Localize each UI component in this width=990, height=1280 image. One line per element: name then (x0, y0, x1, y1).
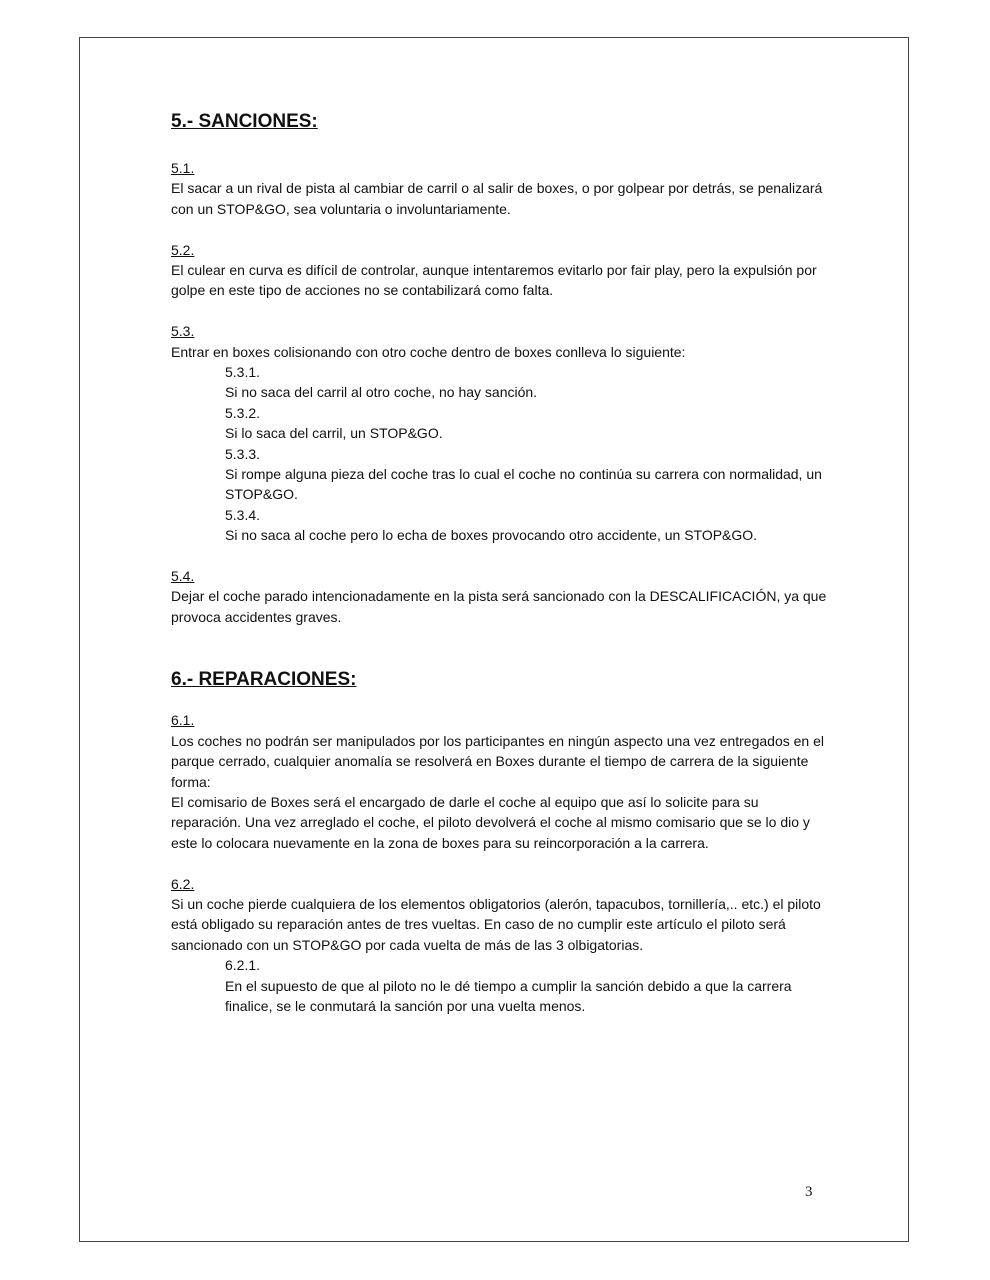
clause-6-2 (171, 874, 831, 1017)
clause-text-continued: El comisario de Boxes será el encargado de darle el coche al equipo que así lo solicite para su reparación. Una vez arreglado el coche, el piloto devolverá el coche al mismo comisario que se lo dio y este lo colocara nuevamente en la zona de boxes para su reincorporación a la carrera. (171, 793, 810, 851)
section-heading-sanciones: 5.- SANCIONES: (171, 111, 318, 132)
clause-5-4 (171, 566, 831, 627)
clause-number: 5.2. (171, 241, 195, 258)
subclause-number: 5.3.3. (225, 445, 261, 462)
clause-number: 6.1. (171, 712, 195, 729)
clause-number: 5.3. (171, 323, 195, 340)
subclause-text: Si lo saca del carril, un STOP&GO. (225, 425, 443, 442)
clause-text: El sacar a un rival de pista al cambiar de carril o al salir de boxes, o por golpear por detrás, se penalizará con un STOP&GO, sea voluntaria o involuntariamente. (171, 180, 823, 217)
clause-text: Si un coche pierde cualquiera de los elementos obligatorios (alerón, tapacubos, tornillería,.. etc.) el piloto está obligado su reparación antes de tres vueltas. En caso de no cumplir este artículo el piloto será sancionado con un STOP&GO por cada vuelta de más de las 3 olbigatorias. (171, 895, 821, 953)
clause-5-3 (171, 321, 831, 545)
clause-number: 5.4. (171, 568, 195, 585)
page-number: 3 (805, 1184, 813, 1200)
clause-text: Los coches no podrán ser manipulados por los participantes en ningún aspecto una vez entregados en el parque cerrado, cualquier anomalía se resolverá en Boxes durante el tiempo de carrera de la siguiente forma: (171, 732, 824, 790)
clause-5-2 (171, 240, 831, 301)
subclause-text: Si no saca del carril al otro coche, no hay sanción. (225, 384, 538, 401)
subclause-number: 5.3.1. (225, 364, 261, 381)
subclause-number: 5.3.2. (225, 404, 261, 421)
clause-text: Dejar el coche parado intencionadamente en la pista será sancionado con la DESCALIFICACIÓN, ya que provoca accidentes graves. (171, 588, 827, 625)
subclause-text: En el supuesto de que al piloto no le dé tiempo a cumplir la sanción debido a que la carrera finalice, se le conmutará la sanción por una vuelta menos. (225, 977, 792, 1014)
clause-text: Entrar en boxes colisionando con otro coche dentro de boxes conlleva lo siguiente: (171, 343, 686, 360)
clause-number: 5.1. (171, 160, 195, 176)
clause-text: El culear en curva es difícil de controlar, aunque intentaremos evitarlo por fair play, pero la expulsión por golpe en este tipo de acciones no se contabilizará como falta. (171, 262, 817, 299)
subclause-number: 6.2.1. (225, 957, 261, 974)
section-heading-reparaciones: 6.- REPARACIONES: (171, 669, 357, 691)
clause-number: 6.2. (171, 875, 195, 892)
subclause-text: Si rompe alguna pieza del coche tras lo cual el coche no continúa su carrera con normalidad, un STOP&GO. (225, 466, 822, 503)
clause-6-1 (171, 710, 831, 853)
clause-5-1 (171, 158, 831, 219)
document-body (171, 110, 831, 1037)
subclause-number: 5.3.4. (225, 506, 261, 523)
subclause-text: Si no saca al coche pero lo echa de boxes provocando otro accidente, un STOP&GO. (225, 527, 758, 544)
